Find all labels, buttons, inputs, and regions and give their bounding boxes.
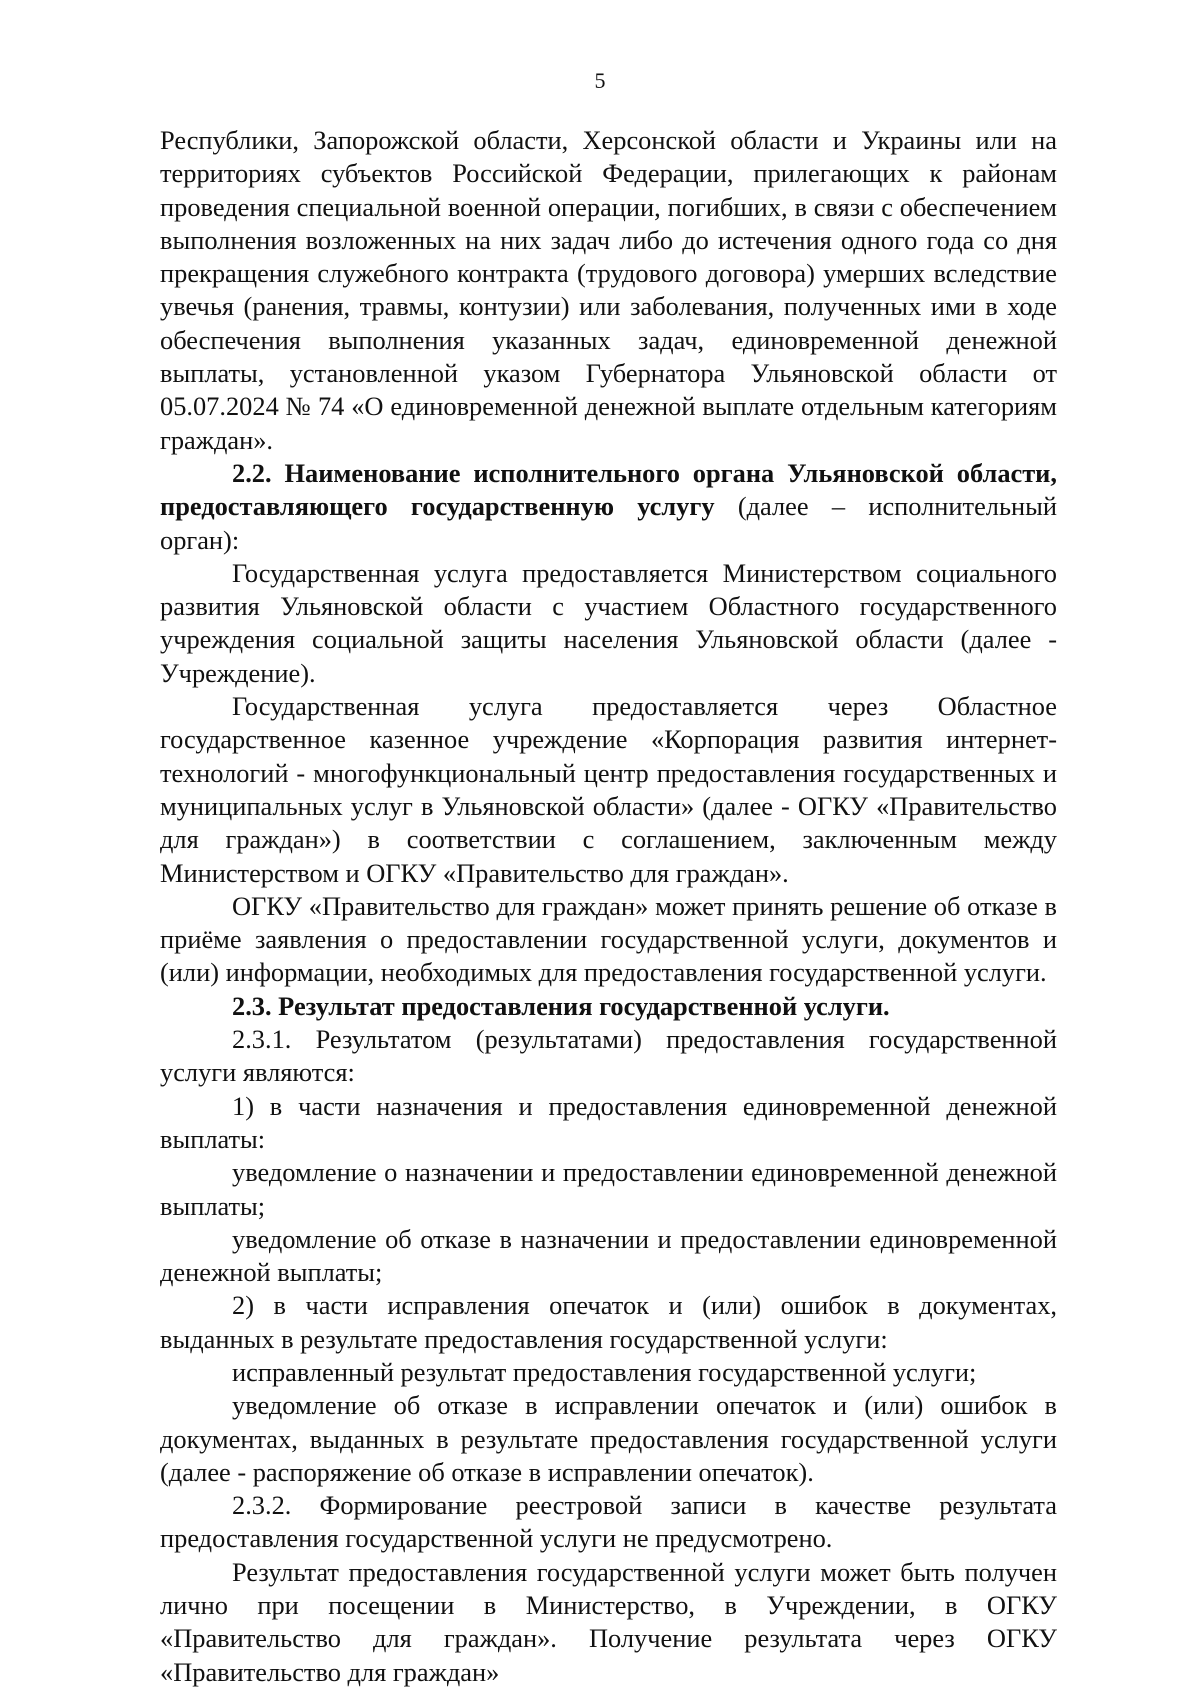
paragraph-mfc: Государственная услуга предоставляется через Областное государственное казенное учреждение «Корпорация развития интернет-технологий - многофункциональный центр предоставления государственных и муниципальных услуг в Ульяновской области» (далее - ОГКУ «Правительство для граждан») в соответствии с соглашением, заключенным между Министерством и ОГКУ «Правительство для граждан». (160, 691, 1057, 888)
section-2-2-heading: 2.2. Наименование исполнительного органа Ульяновской области, предоставляющего государственную услугу (160, 457, 1057, 522)
paragraph-2-3-2: 2.3.2. Формирование реестровой записи в качестве результата предоставления государственной услуги не предусмотрено. (160, 1490, 1057, 1554)
section-2-2-heading-tail: (далее – исполнительный орган): (160, 491, 1057, 555)
paragraph-ministry: Государственная услуга предоставляется Министерством социального развития Ульяновской области с участием Областного государственного учреждения социальной защиты населения Ульяновской области (далее - Учреждение). (160, 557, 1057, 688)
paragraph-2-3-1: 2.3.1. Результатом (результатами) предоставления государственной услуги являются: (160, 1024, 1057, 1088)
paragraph-continuation: Республики, Запорожской области, Херсонской области и Украины или на территориях субъектов Российской Федерации, прилегающих к районам проведения специальной военной операции, погибших, в связи с обеспечением выполнения возложенных на них задач либо до истечения одного года со дня прекращения служебного контракта (трудового договора) умерших вследствие увечья (ранения, травмы, контузии) или заболевания, полученных ими в ходе обеспечения выполнения указанных задач, единовременной денежной выплаты, установленной указом Губернатора Ульяновской области от 05.07.2024 № 74 «О единовременной денежной выплате отдельным категориям граждан». (160, 125, 1057, 455)
list-subitem-notice-refusal: уведомление об отказе в назначении и предоставлении единовременной денежной выплаты; (160, 1223, 1057, 1288)
list-subitem-corrected-result: исправленный результат предоставления государственной услуги; (232, 1356, 977, 1387)
section-2-3-heading: 2.3. Результат предоставления государственной услуги. (232, 990, 890, 1021)
section-2-2 (160, 457, 1057, 557)
list-item-2: 2) в части исправления опечаток и (или) ошибок в документах, выданных в результате предоставления государственной услуги: (160, 1290, 1057, 1354)
document-body (160, 124, 1057, 1689)
paragraph-result-receipt: Результат предоставления государственной услуги может быть получен лично при посещении в Министерство, в Учреждении, в ОГКУ «Правительство для граждан». Получение результата через ОГКУ «Правительство для граждан» (160, 1556, 1057, 1687)
page-number: 5 (594, 68, 606, 93)
list-item-1: 1) в части назначения и предоставления единовременной денежной выплаты: (160, 1090, 1057, 1154)
paragraph-refusal: ОГКУ «Правительство для граждан» может принять решение об отказе в приёме заявления о предоставлении государственной услуги, документов и (или) информации, необходимых для предоставления государственной услуги. (160, 890, 1057, 988)
list-subitem-correction-refusal: уведомление об отказе в исправлении опечаток и (или) ошибок в документах, выданных в результате предоставления государственной услуги (далее - распоряжение об отказе в исправлении опечаток). (160, 1390, 1057, 1487)
list-subitem-notice-grant: уведомление о назначении и предоставлении единовременной денежной выплаты; (160, 1157, 1057, 1221)
